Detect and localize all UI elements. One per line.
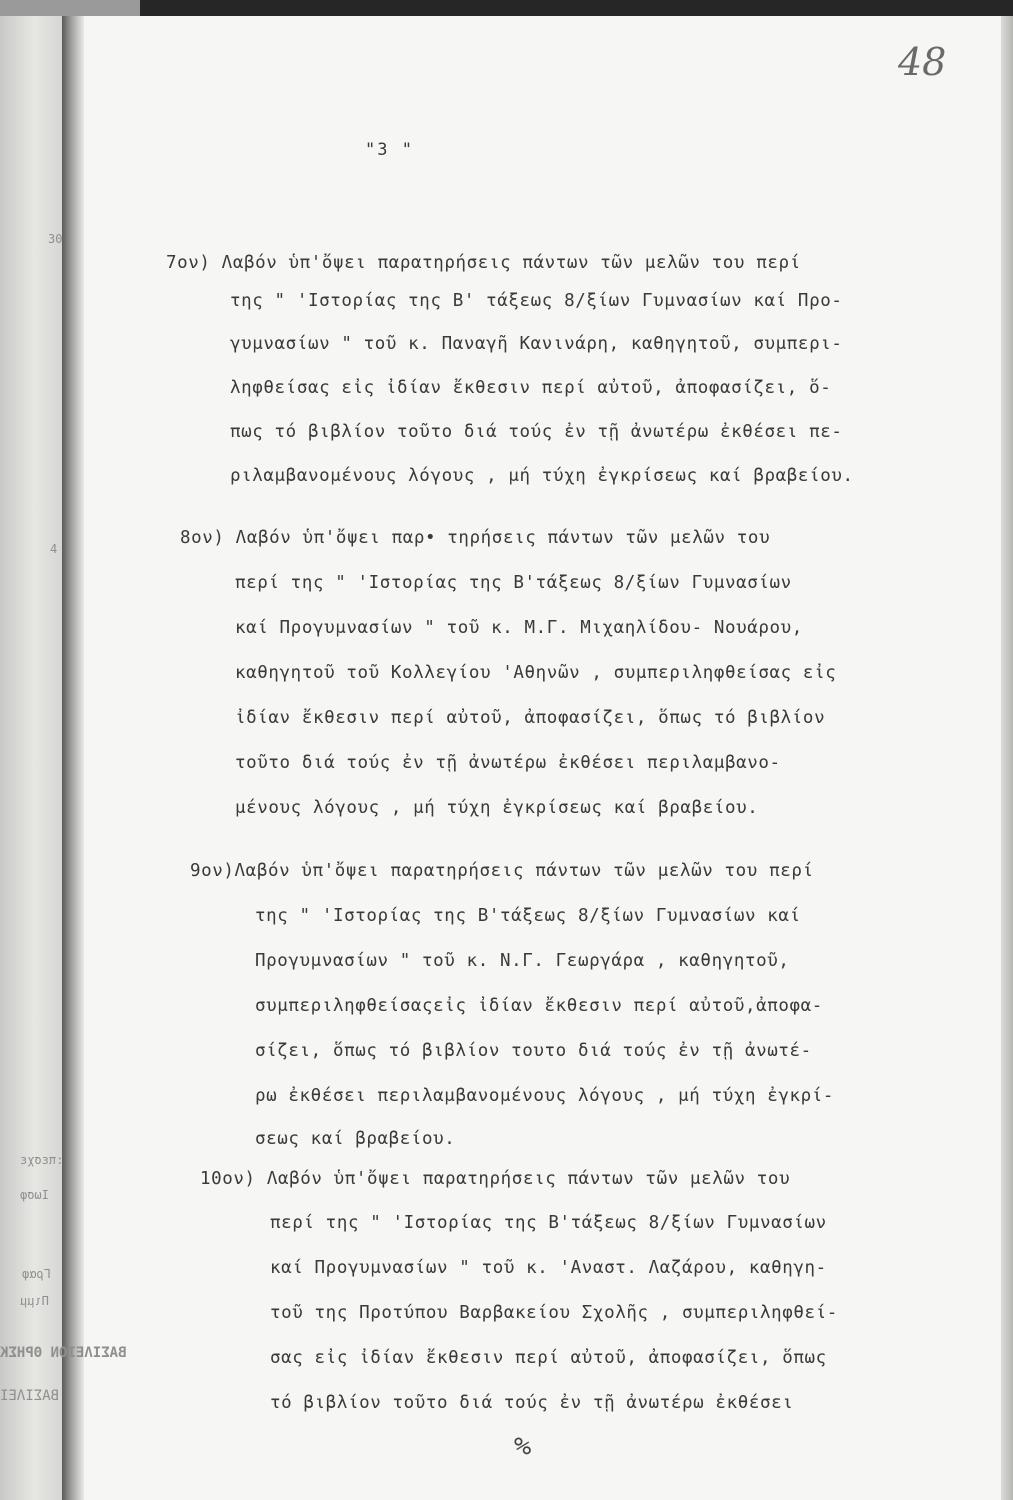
text-line: συμπεριληφθείσαςεἰς ἰδίαν ἔκθεσιν περί αὐτοῦ,ἀποφα- xyxy=(255,996,823,1016)
text-line: καί Προγυμνασίων " τοῦ κ. Μ.Γ. Μιχαηλίδου- Νουάρου, xyxy=(235,618,803,638)
bleed-through-text: 30 xyxy=(48,232,63,246)
text-line: 9ον)Λαβόν ὑπ'ὄψει παρατηρήσεις πάντων τῶν μελῶν του περί xyxy=(190,861,814,881)
text-line: γυμνασίων " τοῦ κ. Παναγῆ Κανινάρη, καθηγητοῦ, συμπερι- xyxy=(230,334,843,354)
text-line: σεως καί βραβείου. xyxy=(255,1129,456,1149)
text-line: 10ον) Λαβόν ὑπ'ὄψει παρατηρήσεις πάντων τῶν μελῶν του xyxy=(200,1169,791,1189)
bleed-through-text: :πεσχε xyxy=(20,1153,64,1167)
bleed-through-stamp: ΒΑΣΙΛΕΙΟΝ ΘΡΗΣΚ xyxy=(0,1345,127,1361)
text-line: τοῦτο διά τούς ἐν τῇ ἀνωτέρω ἐκθέσει περιλαμβανο- xyxy=(235,753,781,773)
page-right-edge xyxy=(1001,16,1013,1500)
text-line: καί Προγυμνασίων " τοῦ κ. 'Αναστ. Λαζάρου, καθηγη- xyxy=(270,1258,827,1278)
text-line: σίζει, ὅπως τό βιβλίον τουτο διά τούς ἐν τῇ ἀνωτέ- xyxy=(255,1041,812,1061)
text-line: πως τό βιβλίον τοῦτο διά τούς ἐν τῇ ἀνωτέρω ἐκθέσει πε- xyxy=(230,422,843,442)
text-line: ρω ἐκθέσει περιλαμβανομένους λόγους , μή τύχη ἐγκρί- xyxy=(255,1086,835,1106)
text-line: της " 'Ιστορίας της Β'τάξεως 8/ξίων Γυμνασίων καί xyxy=(255,906,801,926)
continuation-mark: % xyxy=(512,1430,534,1464)
text-line: Προγυμνασίων " τοῦ κ. Ν.Γ. Γεωργάρα , καθηγητοῦ, xyxy=(255,951,790,971)
text-line: τοῦ της Προτύπου Βαρβακείου Σχολῆς , συμπεριληφθεί- xyxy=(270,1303,838,1323)
text-line: 7ον) Λαβόν ὑπ'ὄψει παρατηρήσεις πάντων τῶν μελῶν του περί xyxy=(166,253,801,273)
text-line: ἰδίαν ἔκθεσιν περί αὐτοῦ, ἀποφασίζει, ὅπως τό βιβλίον xyxy=(235,708,826,728)
scanner-top-band-light xyxy=(0,0,140,16)
bleed-through-text: Πιμμ xyxy=(20,1294,49,1308)
text-line: 8ον) Λαβόν ὑπ'ὄψει παρ• τηρήσεις πάντων τῶν μελῶν του xyxy=(180,528,771,548)
text-line: μένους λόγους , μή τύχη ἐγκρίσεως καί βραβείου. xyxy=(235,798,759,818)
text-line: περί της " 'Ιστορίας της Β'τάξεως 8/ξίων Γυμνασίων xyxy=(270,1213,827,1233)
bleed-through-stamp: ΒΑΣΙΛΕΙ xyxy=(0,1388,60,1404)
text-line: ληφθείσας εἰς ἰδίαν ἔκθεσιν περί αὐτοῦ, ἀποφασίζει, ὅ- xyxy=(230,378,832,398)
page-number: "3 " xyxy=(365,140,414,160)
bleed-through-text: 4 xyxy=(50,542,58,556)
bleed-through-text: Γραφ xyxy=(22,1267,51,1281)
bleed-through-text: Ιωσφ xyxy=(20,1188,49,1202)
text-line: περί της " 'Ιστορίας της Β'τάξεως 8/ξίων Γυμνασίων xyxy=(235,573,792,593)
handwritten-folio-number: 48 xyxy=(898,40,947,84)
text-line: τό βιβλίον τοῦτο διά τούς ἐν τῇ ἀνωτέρω ἐκθέσει xyxy=(270,1393,794,1413)
text-line: ριλαμβανομένους λόγους , μή τύχη ἐγκρίσεως καί βραβείου. xyxy=(230,466,854,486)
text-line: καθηγητοῦ τοῦ Κολλεγίου 'Αθηνῶν , συμπεριληφθείσας εἰς xyxy=(235,663,837,683)
text-line: σας εἰς ἰδίαν ἔκθεσιν περί αὐτοῦ, ἀποφασίζει, ὅπως xyxy=(270,1348,827,1368)
text-line: της " 'Ιστορίας της Β' τάξεως 8/ξίων Γυμνασίων καί Προ- xyxy=(230,291,843,311)
scanner-top-band xyxy=(0,0,1013,16)
book-spine-shadow xyxy=(62,16,84,1500)
